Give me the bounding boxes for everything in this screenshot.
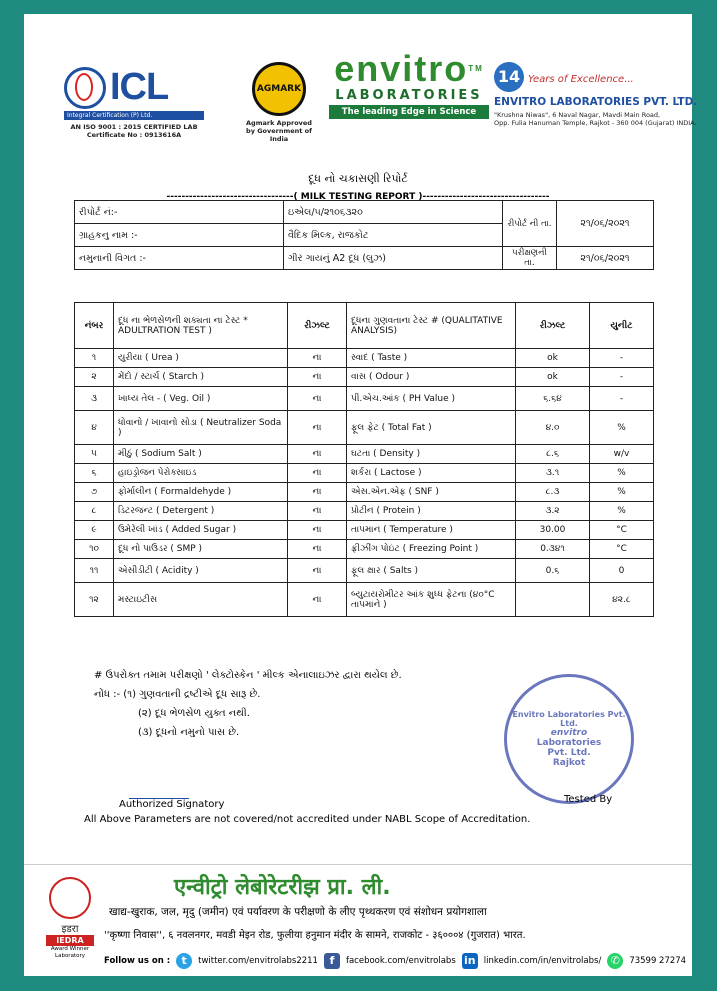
iedra-logo (46, 877, 94, 960)
excellence-text: Years of Excellence... (528, 74, 634, 85)
cell-r1: ના (288, 387, 347, 411)
sample-label: નમુનાની વિગત :- (75, 247, 284, 270)
cell-r2: ૩.૨ (516, 502, 590, 521)
footer-company-hindi: एन्वीट्रो लेबोरेटरीझ प्रा. ली. (174, 875, 391, 900)
facebook-link[interactable]: facebook.com/envitrolabs (345, 956, 456, 966)
table-row (75, 387, 654, 411)
cell-r1: ના (288, 583, 347, 617)
company-stamp (504, 674, 634, 804)
icl-cert (64, 123, 204, 139)
cell-no: ૧૦ (75, 540, 114, 559)
cell-r2: 0.૩૪૧ (516, 540, 590, 559)
cell-adult: એસીડીટી ( Acidity ) (114, 559, 288, 583)
stamp-ring-text: Envitro Laboratories Pvt. Ltd. (512, 710, 626, 728)
stamp-inner-3: Pvt. Ltd. (547, 748, 591, 758)
tested-by-label: Tested By (564, 794, 613, 805)
cell-no: ૨ (75, 368, 114, 387)
cell-no: ૫ (75, 445, 114, 464)
stamp-inner-2: Laboratories (536, 738, 602, 748)
footer (24, 864, 692, 977)
cell-qual: સ્વાદ ( Taste ) (347, 349, 516, 368)
cell-no: ૬ (75, 464, 114, 483)
table-row (75, 483, 654, 502)
nabl-disclaimer: All Above Parameters are not covered/not accredited under NABL Scope of Accreditation. (84, 814, 531, 825)
agmark-seal-icon (252, 62, 306, 116)
cell-adult: મસ્ટાઇટીસ (114, 583, 288, 617)
cell-r1: ના (288, 521, 347, 540)
cell-adult: હાઇડ્રોજન પેરોક્સાઇડ (114, 464, 288, 483)
anniversary-badge: 14 (494, 62, 524, 92)
cell-r1: ના (288, 483, 347, 502)
customer-value: વૈદિક મિલ્ક, રાજકોટ (284, 224, 503, 247)
report-sheet (24, 14, 698, 976)
cell-adult: મેંદો / સ્ટાર્ચ ( Starch ) (114, 368, 288, 387)
linkedin-icon: in (462, 953, 478, 969)
agmark-logo (244, 62, 314, 143)
cell-qual: શર્કરા ( Lactose ) (347, 464, 516, 483)
iedra-badge: IEDRA (46, 935, 94, 946)
table-row (75, 559, 654, 583)
cell-no: ૧૧ (75, 559, 114, 583)
cell-unit: w/v (590, 445, 654, 464)
sample-value: ગીર ગાયનું A2 દૂધ (લુઝ) (284, 247, 503, 270)
envitro-name: envitro (334, 48, 469, 89)
stamp-bottom: Rajkot (552, 758, 586, 768)
col-header-result-1: રીઝલ્ટ (288, 303, 347, 349)
table-row (75, 464, 654, 483)
icl-cert-line: AN ISO 9001 : 2015 CERTIFIED LAB (70, 123, 198, 131)
test-date-label: પરીક્ષણની તા. (503, 247, 557, 270)
whatsapp-number[interactable]: 73599 27274 (629, 956, 687, 966)
address-line-2: Opp. Fulia Hanuman Temple, Rajkot - 360 004 (Gujarat) INDIA. (494, 119, 697, 127)
table-row (75, 502, 654, 521)
col-header-adulteration: દૂધ ના ભેળસેળની શક્યતા ના ટેસ્ટ * ADULTRATION TEST ) (114, 303, 288, 349)
cell-no: ૯ (75, 521, 114, 540)
cell-qual: તાપમાન ( Temperature ) (347, 521, 516, 540)
cell-no: ૧ (75, 349, 114, 368)
cell-r2: ૩.૧ (516, 464, 590, 483)
table-row (75, 411, 654, 445)
cell-qual: ઘટતા ( Density ) (347, 445, 516, 464)
company-block (494, 62, 704, 127)
agmark-caption-1: Agmark Approved (246, 119, 312, 127)
cell-r1: ના (288, 445, 347, 464)
analyzer-note: # ઉપરોક્ત તમામ પરીક્ષણો ' લેક્ટોસ્કેન ' મીલ્ક એનાલાઇઝર દ્વારા થયેલ છે. (94, 670, 402, 681)
linkedin-link[interactable]: linkedin.com/in/envitrolabs/ (483, 956, 602, 966)
note-3: (૩) દૂધનો નમુનો પાસ છે. (138, 727, 240, 738)
cell-r2: ૮.૬ (516, 445, 590, 464)
cell-unit: - (590, 349, 654, 368)
icl-cert-number: Certificate No : 0913616A (86, 131, 182, 139)
cell-qual: બ્યુટાયરોમીટર આંક શુધ્ધ ફેટના (૪૦°C તાપમાને ) (347, 583, 516, 617)
stamp-inner-1: envitro (550, 728, 588, 738)
cell-unit: °C (590, 521, 654, 540)
footer-services: खाद्य-खुराक, जल, मृदु (जमीन) एवं पर्यावरण के परीक्षणो के लीए पृथ्थकरण एवं संशोधन प्रयोगशाला (109, 906, 487, 918)
envitro-tagline: The leading Edge in Science (329, 105, 489, 119)
twitter-link[interactable]: twitter.com/envitrolabs2211 (198, 956, 318, 966)
globe-icon (64, 67, 106, 109)
cell-adult: ધોવાનો / ખાવાનો સોડા ( Neutralizer Soda ) (114, 411, 288, 445)
agmark-caption-2: by Government of India (246, 127, 312, 143)
authorized-signature (119, 774, 224, 810)
cell-r2: ૪.૦ (516, 411, 590, 445)
company-name: ENVITRO LABORATORIES PVT. LTD. (494, 96, 698, 108)
note-2: (૨) દૂધ ભેળસેળ યુક્ત નથી. (138, 708, 250, 719)
envitro-lab: LABORATORIES (335, 88, 483, 103)
cell-adult: ઉમેરેલી ખાંડ ( Added Sugar ) (114, 521, 288, 540)
footer-address: ''कृष्णा निवास'', ६ नवलनगर, मवडी मेइन रोड, फुलीया हनुमान मंदीर के सामने, राजकोट - ३६०००४ (गुजरात) भारत. (104, 930, 526, 941)
cell-adult: ફોર્માલીન ( Formaldehyde ) (114, 483, 288, 502)
title-english: ----------------------------------( MILK TESTING REPORT )---------------------------------- (166, 192, 550, 202)
report-date-value: ૨૧/૦૬/૨૦૨૧ (557, 201, 654, 247)
address-line-1: "Krushna Niwas", 6 Naval Nagar, Mavdi Main Road, (494, 111, 661, 119)
cell-unit: 0 (590, 559, 654, 583)
envitro-logo (329, 50, 489, 119)
cell-r2 (516, 583, 590, 617)
cell-adult: યુરીયા ( Urea ) (114, 349, 288, 368)
cell-adult: મીઠું ( Sodium Salt ) (114, 445, 288, 464)
whatsapp-icon: ✆ (607, 953, 623, 969)
facebook-icon: f (324, 953, 340, 969)
india-map-icon (49, 877, 91, 919)
icl-logo-text: ICL (110, 66, 169, 108)
cell-qual: એસ.એન.એફ ( SNF ) (347, 483, 516, 502)
cell-r2: 0.૬ (516, 559, 590, 583)
col-header-result-2: રીઝલ્ટ (516, 303, 590, 349)
cell-r2: ok (516, 349, 590, 368)
cell-qual: ફૂલ ફેટ ( Total Fat ) (347, 411, 516, 445)
note-1: (૧) ગુણવતાની દ્રષ્ટીએ દૂધ સારૂ છે. (123, 689, 261, 700)
col-header-no: નંબર (75, 303, 114, 349)
cell-qual: ફ્રીઝીંગ પોઇંટ ( Freezing Point ) (347, 540, 516, 559)
cell-no: ૩ (75, 387, 114, 411)
table-row (75, 583, 654, 617)
cell-r1: ના (288, 464, 347, 483)
cell-r2: ૮.૩ (516, 483, 590, 502)
cell-r1: ના (288, 349, 347, 368)
signature-icon (129, 774, 189, 799)
cell-unit: % (590, 464, 654, 483)
notes-label: નોંધ :- (94, 689, 121, 700)
icl-tagline: Integral Certification (P) Ltd. (64, 111, 204, 120)
cell-r1: ના (288, 502, 347, 521)
cell-no: ૪ (75, 411, 114, 445)
cell-qual: પી.એચ.આંક ( PH Value ) (347, 387, 516, 411)
cell-r1: ના (288, 559, 347, 583)
cell-unit: °C (590, 540, 654, 559)
table-row (75, 445, 654, 464)
cell-no: ૧૨ (75, 583, 114, 617)
cell-unit: ૪૨.૮ (590, 583, 654, 617)
agmark-seal-text: AGMARK (256, 84, 302, 94)
notes (94, 666, 402, 742)
cell-unit: % (590, 502, 654, 521)
cell-unit: % (590, 483, 654, 502)
follow-label: Follow us on : (104, 956, 171, 966)
col-header-qualitative: દૂધના ગુણવતાના ટેસ્ટ # (QUALITATIVE ANALYSIS) (347, 303, 516, 349)
table-row (75, 349, 654, 368)
cell-r2: ok (516, 368, 590, 387)
report-titles (24, 172, 692, 202)
authorized-label: Authorized Signatory (119, 799, 225, 810)
cell-r2: 30.00 (516, 521, 590, 540)
cell-no: ૭ (75, 483, 114, 502)
twitter-icon: t (176, 953, 192, 969)
cell-adult: ડિટરજન્ટ ( Detergent ) (114, 502, 288, 521)
cell-qual: વાસ ( Odour ) (347, 368, 516, 387)
cell-unit: - (590, 387, 654, 411)
table-row (75, 540, 654, 559)
cell-unit: % (590, 411, 654, 445)
envitro-tm: TM (468, 64, 484, 73)
title-gujarati: દૂધ નો ચકાસણી રિપોર્ટ (308, 172, 408, 185)
cell-adult: દૂધ નો પાઉડર ( SMP ) (114, 540, 288, 559)
cell-r1: ના (288, 411, 347, 445)
test-date-value: ૨૧/૦૬/૨૦૨૧ (557, 247, 654, 270)
letterhead (54, 44, 698, 154)
icl-logo (64, 66, 204, 139)
cell-qual: પ્રોટીન ( Protein ) (347, 502, 516, 521)
cell-adult: ખાધ્ય તેલ - ( Veg. Oil ) (114, 387, 288, 411)
cell-r2: ૬.૬૪ (516, 387, 590, 411)
report-date-label: રીપોર્ટ ની તા. (503, 201, 557, 247)
report-no-value: ઇએલ/૫/૨૧૦૬૩૨૦ (284, 201, 503, 224)
report-no-label: રીપોર્ટ નં:- (75, 201, 284, 224)
test-table (74, 302, 654, 617)
customer-label: ગ્રાહકનુ નામ :- (75, 224, 284, 247)
cell-r1: ના (288, 368, 347, 387)
info-table (74, 200, 654, 270)
table-row (75, 521, 654, 540)
cell-no: ૮ (75, 502, 114, 521)
iedra-caption: Award Winner Laboratory (50, 946, 90, 959)
table-row (75, 368, 654, 387)
iedra-hindi: इडरा (61, 924, 79, 935)
cell-unit: - (590, 368, 654, 387)
cell-r1: ના (288, 540, 347, 559)
social-links (104, 953, 686, 969)
cell-qual: ફૂલ ક્ષાર ( Salts ) (347, 559, 516, 583)
col-header-unit: યુનીટ (590, 303, 654, 349)
